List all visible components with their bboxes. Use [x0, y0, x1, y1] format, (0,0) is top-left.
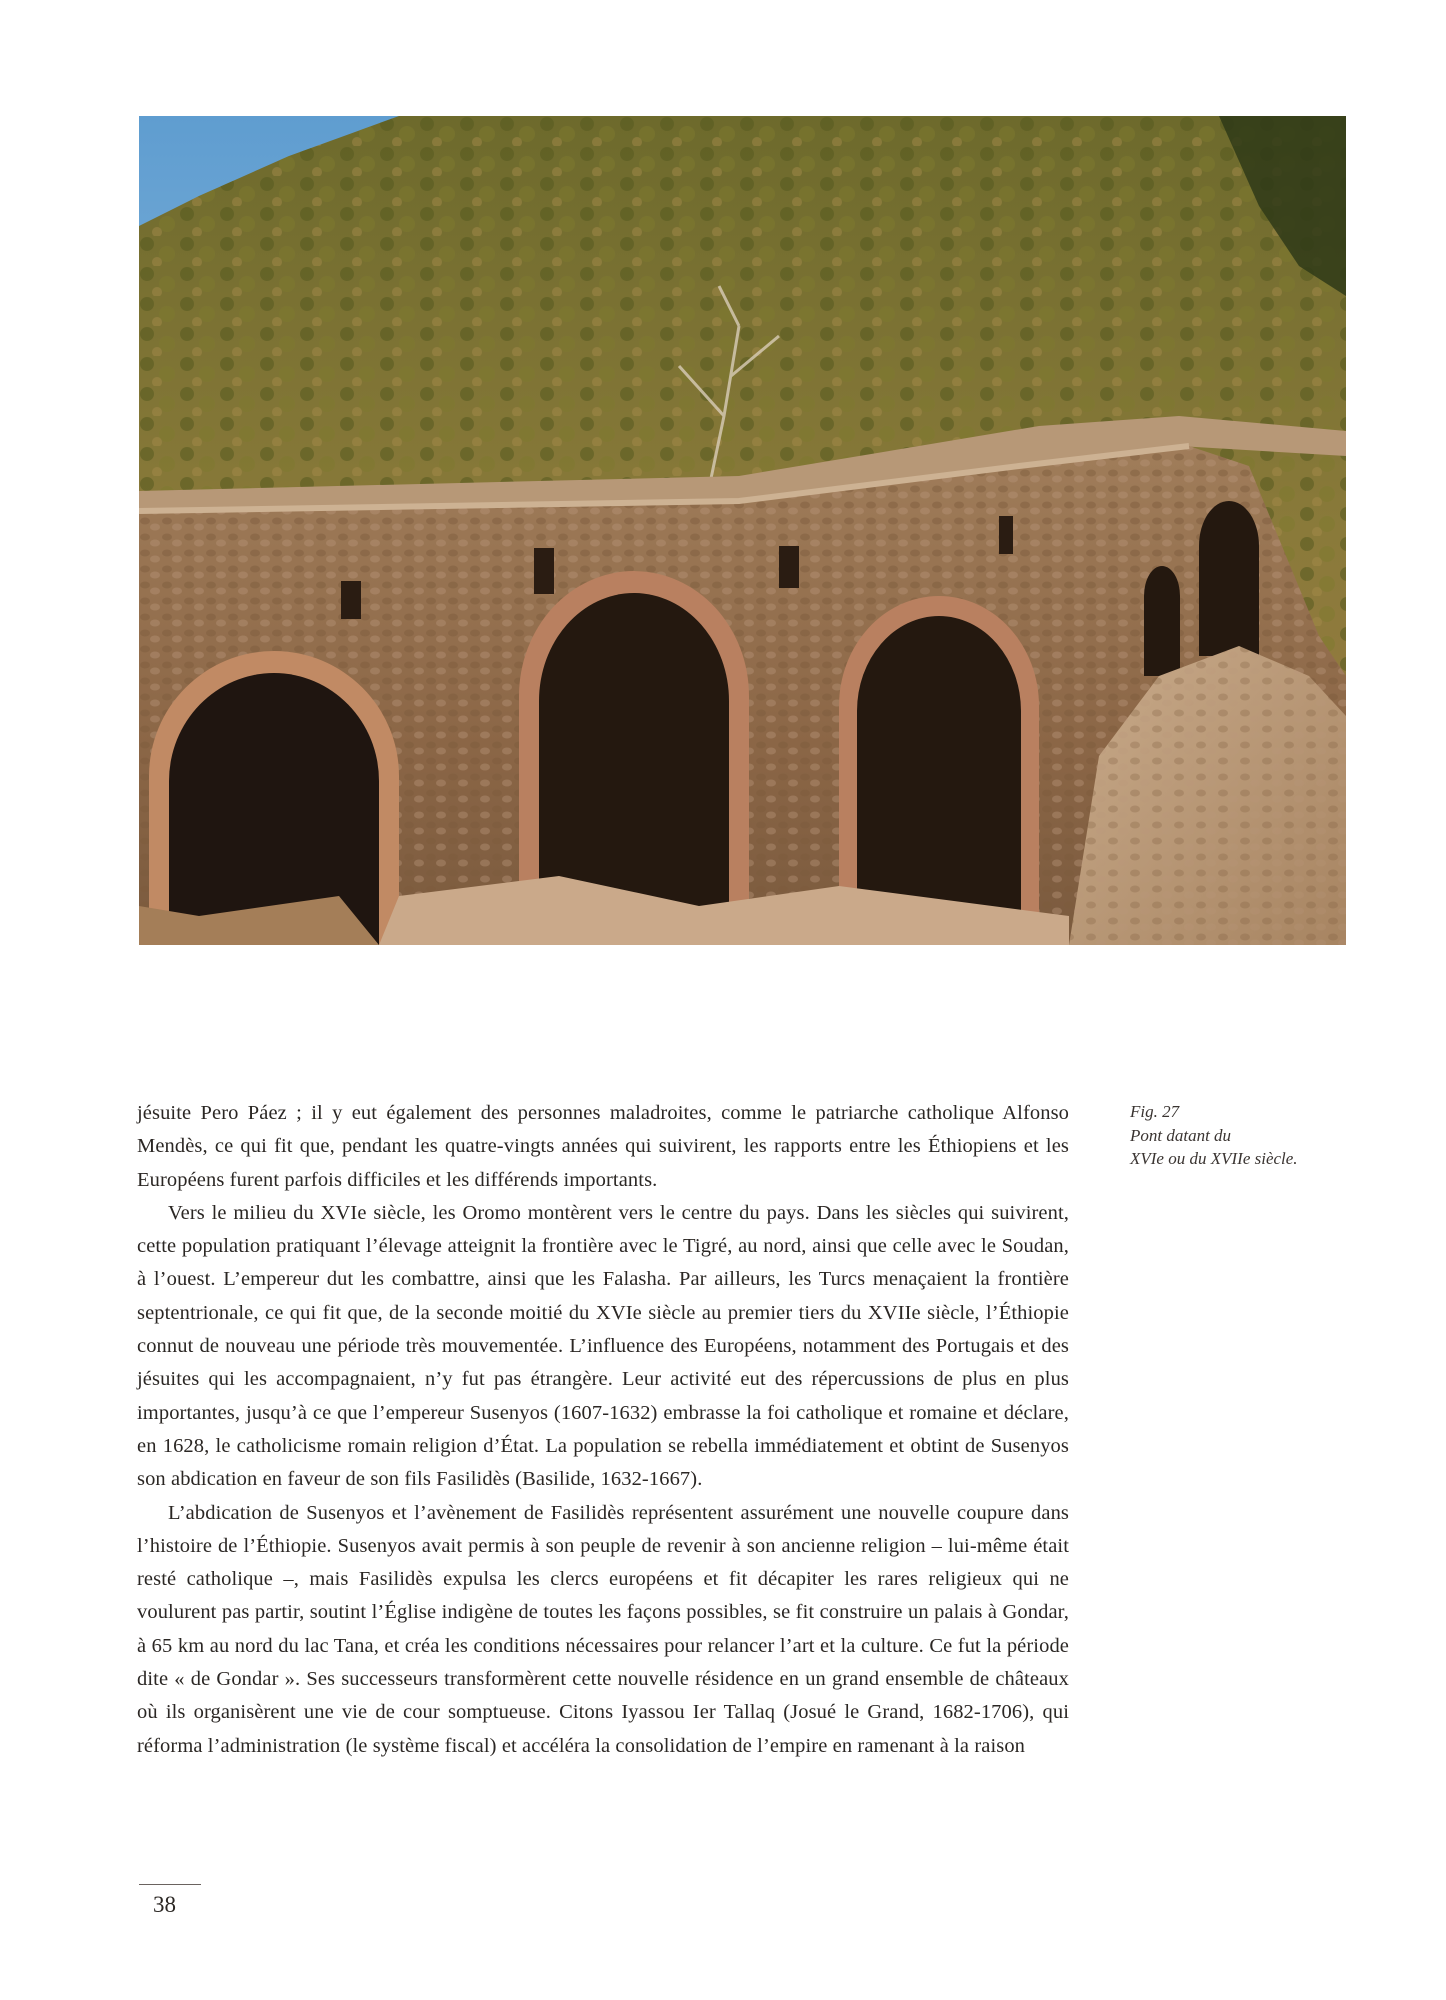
- caption-line-1: Pont datant du: [1130, 1125, 1232, 1145]
- page-number: 38: [153, 1892, 176, 1917]
- figure-caption: [1130, 1100, 1350, 1171]
- caption-line-2: XVIe ou du XVIIe siècle.: [1130, 1149, 1298, 1168]
- paragraph-3: L’abdication de Susenyos et l’avènement de Fasilidès représentent assurément une nouvelle coupure dans l’histoire de l’Éthiopie. Susenyos avait permis à son peuple de revenir à son ancienne religion – lui-même était resté catholique –, mais Fasilidès expulsa les clercs européens et fit décapiter les rares religieux qui ne voulurent pas partir, soutint l’Église indigène de toutes les façons possibles, se fit construire un palais à Gondar, à 65 km au nord du lac Tana, et créa les conditions nécessaires pour relancer l’art et la culture. Ce fut la période dite « de Gondar ». Ses successeurs transformèrent cette nouvelle résidence en un grand ensemble de châteaux où ils organisèrent une vie de cour somptueuse. Citons Iyassou Ier Tallaq (Josué le Grand, 1682-1706), qui réforma l’administration (le système fiscal) et accéléra la consolidation de l’empire en ramenant à la raison: [137, 1501, 1069, 1757]
- figure-label: Fig. 27: [1130, 1102, 1180, 1121]
- bridge-photo: [139, 116, 1346, 945]
- page-number-rule: [139, 1884, 201, 1885]
- paragraph-2: Vers le milieu du XVIe siècle, les Oromo montèrent vers le centre du pays. Dans les siècles qui suivirent, cette population pratiquant l’élevage atteignit la frontière avec le Tigré, au nord, ainsi que celle avec le Soudan, à l’ouest. L’empereur dut les combattre, ainsi que les Falasha. Par ailleurs, les Turcs menaçaient la frontière septentrionale, ce qui fit que, de la seconde moitié du XVIe siècle au premier tiers du XVIIe siècle, l’Éthiopie connut de nouveau une période très mouvementée. L’influence des Européens, notamment des Portugais et des jésuites qui les accompagnaient, n’y fut pas étrangère. Leur activité eut des répercussions de plus en plus importantes, jusqu’à ce que l’empereur Susenyos (1607-1632) embrasse la foi catholique et romaine et déclare, en 1628, le catholicisme romain religion d’État. La population se rebella immédiatement et obtint de Susenyos son abdication en faveur de son fils Fasilidès (Basilide, 1632-1667).: [137, 1201, 1069, 1491]
- body-text: [137, 1097, 1069, 1763]
- paragraph-1: jésuite Pero Páez ; il y eut également des personnes maladroites, comme le patriarche catholique Alfonso Mendès, ce qui fit que, pendant les quatre-vingts années qui suivirent, les rapports entre les Éthiopiens et les Européens furent parfois difficiles et les différends importants.: [137, 1102, 1069, 1191]
- bridge-illustration: [139, 116, 1346, 945]
